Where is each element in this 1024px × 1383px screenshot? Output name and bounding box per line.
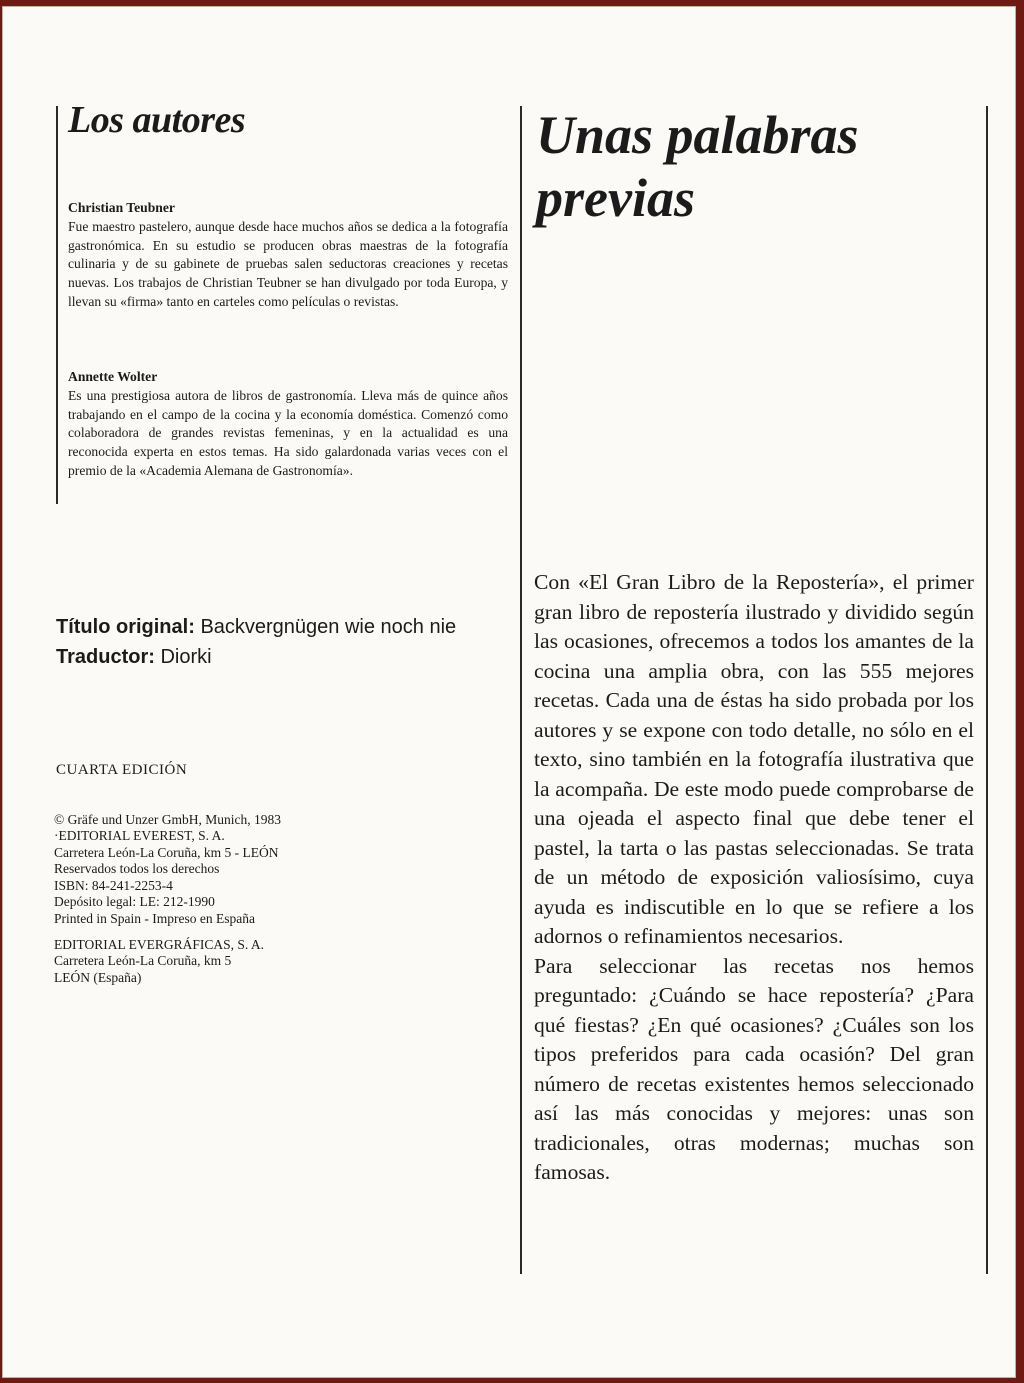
author-name: Christian Teubner [68,200,175,215]
preface-paragraph: Con «El Gran Libro de la Repostería», el primer gran libro de repostería ilustrado y dividido según las ocasiones, ofrecemos a todos los amantes de la cocina una amplia obra, con las 555 mejores recetas. Cada una de éstas ha sido probada por los autores y se expone con todo detalle, no sólo en el texto, sino también en la fotografía ilustrativa que la acompaña. De este modo puede comprobarse de una ojeada el aspecto final que debe tener el pastel, la tarta o las pastas seleccionadas. Se trata de un método de exposición valiosísimo, cuya ayuda es indiscutible en lo que se refiere a los adornos o refinamientos necesarios. [534,570,974,948]
preface-heading [536,104,976,229]
preface-body [534,568,974,1188]
author-bio-teubner [68,199,508,312]
imprint-line: EDITORIAL EVERGRÁFICAS, S. A. [54,937,265,952]
preface-paragraph: Para seleccionar las recetas nos hemos preguntado: ¿Cuándo se hace repostería? ¿Para qué fiestas? ¿En qué ocasiones? ¿Cuáles son los tipos preferidos para cada ocasión? Del gran número de recetas existentes hemos seleccionado así las más conocidas y mejores: unas son tradicionales, otras modernas; muchas son famosas. [534,953,974,1184]
translator-line [56,642,516,672]
right-column-rule [986,106,988,1274]
original-title-label: Título original: [56,616,195,638]
preface-heading-line: Unas palabras [536,105,859,165]
imprint-line: © Gräfe und Unzer GmbH, Munich, 1983 [54,812,281,827]
imprint-line: Depósito legal: LE: 212-1990 [54,894,215,910]
imprint-line: LEÓN (España) [54,969,142,985]
imprint-line: Carretera León-La Coruña, km 5 [54,953,232,969]
author-bio-text: Fue maestro pastelero, aunque desde hace muchos años se dedica a la fotografía gastronómica. En su estudio se producen obras maestras de la fotografía culinaria y de su gabinete de pruebas salen seductoras creaciones y recetas nuevas. Los trabajos de Christian Teubner se han divulgado por toda Europa, y llevan su «firma» tanto en carteles como películas o revistas. [68,218,508,309]
imprint-line: Printed in Spain - Impreso en España [54,910,255,926]
imprint-line: Carretera León-La Coruña, km 5 - LEÓN [54,844,279,860]
author-bio-wolter [68,368,508,481]
book-page [2,6,1016,1378]
translator-label: Traductor: [56,646,155,668]
original-title-line [56,612,516,642]
authors-heading: Los autores [68,99,246,141]
author-name: Annette Wolter [68,369,158,384]
edition-label: CUARTA EDICIÓN [56,762,188,778]
translator-value: Diorki [160,646,212,668]
original-title-value: Backvergnügen wie noch nie [200,616,457,638]
preface-heading-line: previas [536,167,695,228]
credits-block [56,612,516,672]
imprint-line: ·EDITORIAL EVEREST, S. A. [54,828,225,844]
left-column-rule [56,106,58,504]
imprint-line: Reservados todos los derechos [54,861,220,877]
imprint-line: ISBN: 84-241-2253-4 [54,877,173,893]
author-bio-text: Es una prestigiosa autora de libros de gastronomía. Lleva más de quince años trabajando en el campo de la cocina y la economía doméstica. Comenzó como colaboradora de grandes revistas femeninas, y en la actualidad es una reconocida experta en estos temas. Ha sido galardonada varias veces con el premio de la «Academia Alemana de Gastronomía». [68,387,508,478]
imprint-printer [54,937,514,986]
imprint-publisher [54,812,514,927]
center-column-rule [520,106,522,1274]
